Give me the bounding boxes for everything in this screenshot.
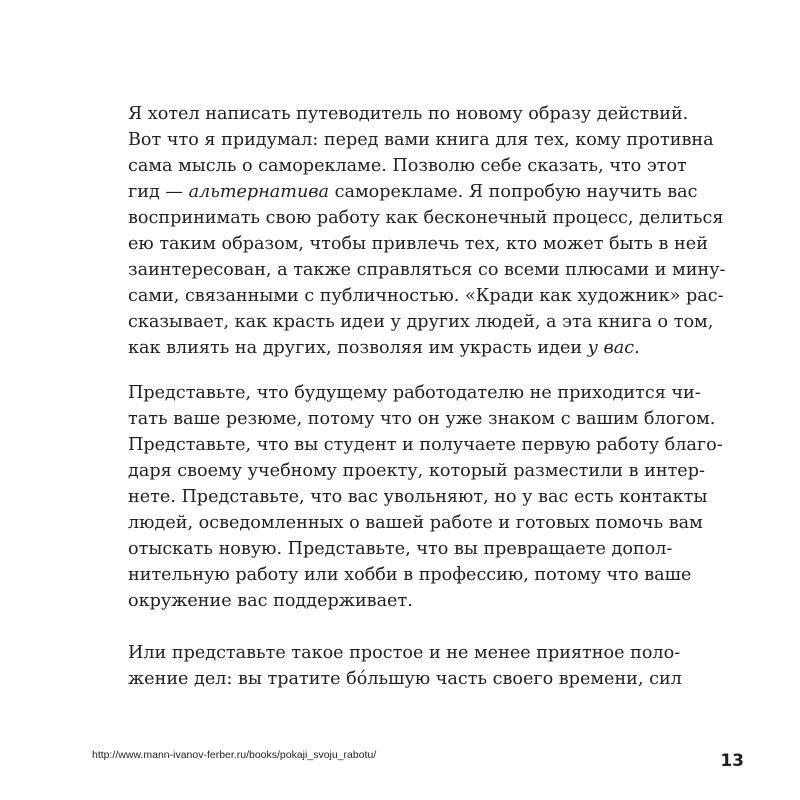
text-line bbox=[128, 562, 692, 588]
text-run: саморекламе. Я попробую научить вас bbox=[329, 182, 698, 202]
text-run: нете. Представьте, что вас увольняют, но у вас есть контакты bbox=[128, 487, 708, 507]
text-line bbox=[128, 101, 689, 127]
text-line bbox=[128, 179, 698, 205]
text-run: Представьте, что вы студент и получаете первую работу благо- bbox=[128, 435, 723, 455]
text-run: как влиять на других, позволяя им украсть идеи bbox=[128, 338, 588, 358]
text-run: Или представьте такое простое и не менее приятное поло- bbox=[128, 643, 681, 663]
text-run: Представьте, что будущему работодателю не приходится чи- bbox=[128, 383, 701, 403]
text-run: сама мысль о саморекламе. Позволю себе сказать, что этот bbox=[128, 156, 687, 176]
paragraph-2 bbox=[128, 380, 723, 614]
text-line bbox=[128, 127, 714, 153]
text-run: Я хотел написать путеводитель по новому образу действий. bbox=[128, 104, 689, 124]
text-run: людей, осведомленных о вашей работе и готовых помочь вам bbox=[128, 513, 703, 533]
text-line bbox=[128, 510, 703, 536]
text-line bbox=[128, 153, 687, 179]
text-run: отыскать новую. Представьте, что вы превращаете допол- bbox=[128, 539, 673, 559]
text-run: воспринимать свою работу как бесконечный процесс, делиться bbox=[128, 208, 724, 228]
text-run: тать ваше резюме, потому что он уже знаком с вашим блогом. bbox=[128, 409, 716, 429]
paragraph-3 bbox=[128, 640, 682, 692]
text-line bbox=[128, 484, 708, 510]
text-run: заинтересован, а также справляться со всеми плюсами и мину- bbox=[128, 260, 726, 280]
text-run: даря своему учебному проекту, который разместили в интер- bbox=[128, 461, 705, 481]
text-line bbox=[128, 432, 723, 458]
text-line bbox=[128, 640, 681, 666]
italic-emphasis: альтернатива bbox=[188, 182, 330, 202]
paragraph-1 bbox=[128, 101, 726, 361]
text-run: сами, связанными с публичностью. «Кради как художник» рас- bbox=[128, 286, 724, 306]
italic-emphasis: у вас. bbox=[587, 338, 640, 358]
text-run: сказывает, как красть идеи у других людей, а эта книга о том, bbox=[128, 312, 714, 332]
text-line bbox=[128, 406, 716, 432]
text-line bbox=[128, 309, 714, 335]
footer-url-link[interactable]: http://www.mann-ivanov-ferber.ru/books/pokaji_svoju_rabotu/ bbox=[92, 749, 377, 761]
text-line bbox=[128, 231, 708, 257]
text-line bbox=[128, 588, 618, 614]
text-run: Вот что я придумал: перед вами книга для тех, кому противна bbox=[128, 130, 714, 150]
text-line bbox=[128, 458, 705, 484]
text-line bbox=[128, 205, 724, 231]
text-line bbox=[128, 666, 682, 692]
text-run: нительную работу или хобби в профессию, потому что ваше bbox=[128, 565, 692, 585]
text-line bbox=[128, 257, 726, 283]
text-run: окружение вас поддерживает. bbox=[128, 591, 413, 611]
text-line bbox=[128, 536, 673, 562]
text-run: жение дел: вы тратите бóльшую часть своего времени, сил bbox=[128, 669, 682, 689]
text-run: ею таким образом, чтобы привлечь тех, кто может быть в ней bbox=[128, 234, 708, 254]
text-line bbox=[128, 335, 640, 361]
text-run: гид — bbox=[128, 182, 189, 202]
page-number: 13 bbox=[720, 751, 744, 771]
text-line bbox=[128, 380, 701, 406]
text-line bbox=[128, 283, 724, 309]
